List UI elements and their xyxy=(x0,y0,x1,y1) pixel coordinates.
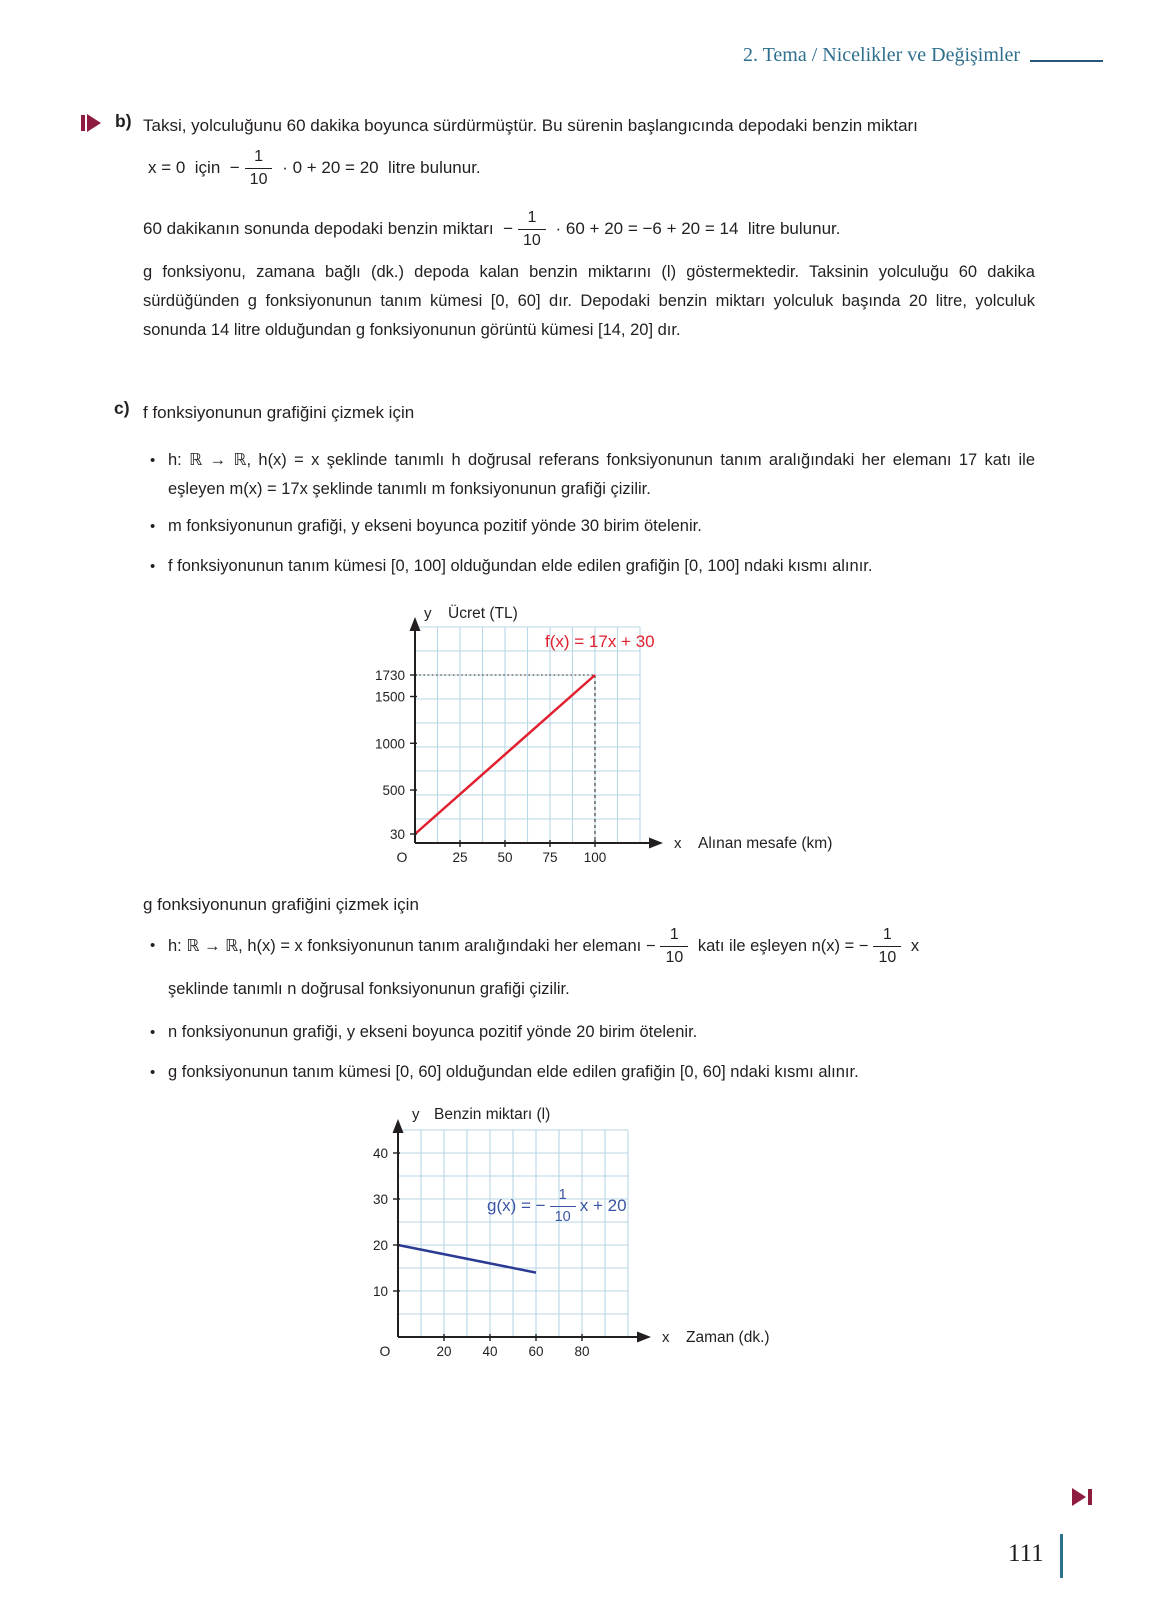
fraction xyxy=(518,210,546,249)
svg-text:20: 20 xyxy=(436,1344,452,1359)
bullet-text: m fonksiyonunun grafiği, y ekseni boyunca pozitif yönde 30 birim ötelenir. xyxy=(168,517,702,535)
fraction-denominator: 10 xyxy=(873,946,901,966)
fraction-denominator: 10 xyxy=(518,229,546,249)
bullet-item xyxy=(150,920,1040,1004)
tick-labels xyxy=(373,1146,590,1359)
page-number-rule xyxy=(1060,1534,1063,1578)
svg-text:Benzin miktarı (l): Benzin miktarı (l) xyxy=(434,1106,551,1123)
bullet-line2: şeklinde tanımlı n doğrusal fonksiyonunun grafiği çizilir. xyxy=(168,980,570,998)
section-b-label: b) xyxy=(115,111,132,131)
svg-text:30: 30 xyxy=(372,1192,388,1207)
section-b-intro: Taksi, yolculuğunu 60 dakika boyunca sürdürmüştür. Bu sürenin başlangıcında depodaki benzin miktarı xyxy=(143,116,918,135)
svg-text:O: O xyxy=(379,1343,391,1359)
svg-text:Zaman (dk.): Zaman (dk.) xyxy=(686,1329,770,1346)
page-header-title: 2. Tema / Nicelikler ve Değişimler xyxy=(742,44,1020,66)
formula-text: 60 dakikanın sonunda depodaki benzin miktarı − xyxy=(143,219,513,238)
svg-text:40: 40 xyxy=(482,1344,498,1359)
grid-lines xyxy=(398,1130,628,1337)
bullet-dot: • xyxy=(150,558,156,575)
y-axis-arrow xyxy=(393,1119,404,1133)
bullet-dot: • xyxy=(150,518,156,535)
svg-text:10: 10 xyxy=(372,1284,388,1299)
svg-text:60: 60 xyxy=(528,1344,544,1359)
fraction-numerator: 1 xyxy=(527,208,537,226)
svg-text:y: y xyxy=(424,605,432,622)
page-number: 111 xyxy=(1008,1540,1044,1567)
fraction-denominator: 10 xyxy=(550,1206,576,1225)
formula-x0 xyxy=(148,144,481,192)
formula-text: · 60 + 20 = −6 + 20 = 14 litre bulunur. xyxy=(550,219,841,238)
g-label-pre: g(x) = − xyxy=(487,1196,546,1215)
bullet-text: f fonksiyonunun tanım kümesi [0, 100] olduğundan elde edilen grafiğin [0, 100] ndaki kısmı alınır. xyxy=(168,557,873,575)
bullet-text: h: ℝ → ℝ, h(x) = x şeklinde tanımlı h doğrusal referans fonksiyonunun tanım aralığındaki her elemanı 17 katı ile eşleyen m(x) = 17x şeklinde tanımlı m fonksiyonunun grafiği çizilir. xyxy=(168,451,1035,498)
section-g-heading: g fonksiyonunun grafiğini çizmek için xyxy=(143,895,419,914)
bullet-part: h: ℝ → ℝ, h(x) = x fonksiyonunun tanım aralığındaki her elemanı − xyxy=(168,937,656,955)
marker-triangle-icon xyxy=(87,114,101,132)
section-b-paragraph: g fonksiyonu, zamana bağlı (dk.) depoda kalan benzin miktarını (l) göstermektedir. Taksinin yolculuğu 60 dakika sürdüğünden g fonksiyonunun tanım kümesi [0, 60] dır. Depodaki benzin miktarı yolculuk başında 20 litre, yolculuk sonunda 14 litre olduğundan g fonksiyonunun görüntü kümesi [14, 20] dır. xyxy=(143,263,1035,339)
fraction xyxy=(245,149,273,188)
section-c-label: c) xyxy=(114,398,130,418)
g-label-post: x + 20 xyxy=(579,1196,627,1215)
bullet-dot: • xyxy=(150,1024,156,1041)
fraction-numerator: 1 xyxy=(254,147,264,165)
y-axis-arrow xyxy=(410,617,421,631)
formula-text: x = 0 için − xyxy=(148,158,240,177)
next-triangle-icon xyxy=(1072,1488,1086,1506)
bullet-part: x xyxy=(906,936,920,955)
fuel-chart xyxy=(340,1095,900,1390)
svg-text:1500: 1500 xyxy=(374,689,405,705)
svg-text:x: x xyxy=(674,835,682,852)
bullet-dot: • xyxy=(150,937,156,954)
svg-text:1000: 1000 xyxy=(374,736,405,752)
bullet-item xyxy=(150,1058,1035,1087)
bullet-dot: • xyxy=(150,452,156,469)
next-page-icon xyxy=(1072,1488,1092,1506)
svg-text:500: 500 xyxy=(382,783,405,799)
fraction-numerator: 1 xyxy=(882,925,892,943)
fraction-denominator: 10 xyxy=(660,946,688,966)
svg-text:O: O xyxy=(396,849,408,865)
x-axis-arrow xyxy=(637,1332,651,1343)
fraction xyxy=(550,1188,576,1224)
bullet-dot: • xyxy=(150,1064,156,1081)
svg-text:40: 40 xyxy=(372,1146,388,1161)
svg-text:20: 20 xyxy=(372,1238,388,1253)
svg-text:Ücret (TL): Ücret (TL) xyxy=(448,605,518,622)
x-axis-arrow xyxy=(649,838,663,849)
fraction-denominator: 10 xyxy=(245,168,273,188)
svg-text:75: 75 xyxy=(542,850,558,865)
f-function-label xyxy=(545,632,655,652)
fraction-numerator: 1 xyxy=(669,925,679,943)
fraction-numerator: 1 xyxy=(558,1187,567,1203)
svg-text:y: y xyxy=(412,1106,420,1123)
bullet-item xyxy=(150,552,1035,581)
svg-text:80: 80 xyxy=(574,1344,590,1359)
g-function-label xyxy=(487,1181,627,1231)
bullet-text: n fonksiyonunun grafiği, y ekseni boyunca pozitif yönde 20 birim ötelenir. xyxy=(168,1023,698,1041)
svg-text:30: 30 xyxy=(389,827,405,842)
section-marker-icon xyxy=(81,114,101,132)
svg-text:1730: 1730 xyxy=(374,668,405,683)
svg-text:Alınan mesafe (km): Alınan mesafe (km) xyxy=(698,835,833,852)
svg-text:50: 50 xyxy=(497,850,513,865)
svg-text:100: 100 xyxy=(583,850,607,865)
formula-text: · 0 + 20 = 20 litre bulunur. xyxy=(277,158,481,177)
svg-text:25: 25 xyxy=(452,850,468,865)
fraction xyxy=(660,927,688,966)
axes xyxy=(398,1132,638,1337)
fraction xyxy=(873,927,901,966)
svg-text:x: x xyxy=(662,1329,670,1346)
bullet-item xyxy=(150,1018,1035,1047)
bullet-part: katı ile eşleyen n(x) = − xyxy=(693,936,869,955)
next-bar xyxy=(1088,1489,1092,1505)
bullet-item xyxy=(150,446,1035,504)
section-c-heading: f fonksiyonunun grafiğini çizmek için xyxy=(143,403,415,422)
bullet-line-with-fractions xyxy=(168,920,1040,972)
marker-bar xyxy=(81,115,85,131)
bullet-text: g fonksiyonunun tanım kümesi [0, 60] olduğundan elde edilen grafiğin [0, 60] ndaki kısmı alınır. xyxy=(168,1063,859,1081)
bullet-item xyxy=(150,512,1035,541)
axes xyxy=(415,630,650,843)
bullet-text xyxy=(168,920,1040,1004)
formula-60dk xyxy=(143,205,840,253)
header-rule xyxy=(1030,60,1103,62)
f-function-label-text: f(x) = 17x + 30 xyxy=(545,632,655,651)
